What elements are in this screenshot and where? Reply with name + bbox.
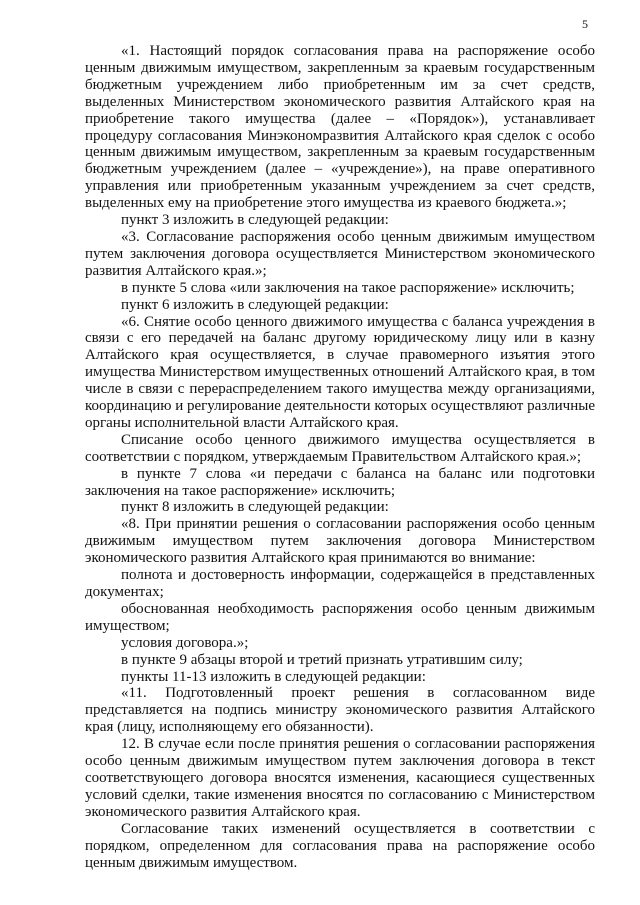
paragraph: «1. Настоящий порядок согласования права на распоряжение особо ценным движимым имуществом, закрепленным за краевым государственным бюджетным учреждением либо приобретенным им за счет средств, выделенных Министерством экономического развития Алтайского края на приобретение такого имущества (далее – «Порядок»), устанавливает процедуру согласования Минэкономразвития Алтайского края сделок с особо ценным движимым имуществом, закрепленным за краевым государственным бюджетным учреждением (далее – «учреждение»), на праве оперативного управления или приобретенным указанным учреждением за счет средств, выделенных ему на приобретение этого имущества из краевого бюджета.»; xyxy=(85,43,595,212)
paragraph: Согласование таких изменений осуществляется в соответствии с порядком, определенном для согласования права на распоряжение особо ценным движимым имуществом. xyxy=(85,820,595,871)
paragraph: 12. В случае если после принятия решения о согласовании распоряжения особо ценным движимым имуществом путем заключения договора в текст соответствующего договора вносятся изменения, касающиеся существенных условий сделки, такие изменения вносятся по согласованию с Министерством экономического развития Алтайского края. xyxy=(85,736,595,820)
paragraph: в пункте 9 абзацы второй и третий признать утратившим силу; xyxy=(121,651,523,668)
paragraph: пункт 6 изложить в следующей редакции: xyxy=(121,296,389,313)
paragraph: условия договора.»; xyxy=(121,634,249,651)
paragraph: полнота и достоверность информации, содержащейся в представленных документах; xyxy=(85,567,595,600)
paragraph: «8. При принятии решения о согласовании распоряжения особо ценным движимым имуществом путем заключения договора Министерством экономического развития Алтайского края принимаются во внимание: xyxy=(85,516,595,567)
document-body xyxy=(85,43,595,871)
paragraph: «11. Подготовленный проект решения в согласованном виде представляется на подпись министру экономического развития Алтайского края (лицу, исполняющему его обязанности). xyxy=(85,685,595,736)
paragraph: в пункте 5 слова «или заключения на такое распоряжение» исключить; xyxy=(121,279,575,296)
paragraph: пункт 8 изложить в следующей редакции: xyxy=(121,499,389,516)
paragraph: в пункте 7 слова «и передачи с баланса на баланс или подготовки заключения на такое распоряжение» исключить; xyxy=(85,465,595,499)
paragraph: пункт 3 изложить в следующей редакции: xyxy=(121,212,389,229)
paragraph: «6. Снятие особо ценного движимого имущества с баланса учреждения в связи с его передачей на баланс другому юридическому лицу или в казну Алтайского края осуществляется, в случае правомерного изъятия этого имущества Министерством имущественных отношений Алтайского края, в том числе в связи с перераспределением такого имущества между организациями, координацию и регулирование деятельности которых осуществляют различные органы исполнительной власти Алтайского края. xyxy=(85,313,596,431)
paragraph: «3. Согласование распоряжения особо ценным движимым имуществом путем заключения договора осуществляется Министерством экономического развития Алтайского края.»; xyxy=(85,228,595,279)
paragraph: Списание особо ценного движимого имущества осуществляется в соответствии с порядком, утверждаемым Правительством Алтайского края.»; xyxy=(85,431,595,465)
paragraph: пункты 11-13 изложить в следующей редакции: xyxy=(121,668,426,685)
paragraph: обоснованная необходимость распоряжения особо ценным движимым имуществом; xyxy=(85,600,595,634)
page-number: 5 xyxy=(582,17,588,31)
